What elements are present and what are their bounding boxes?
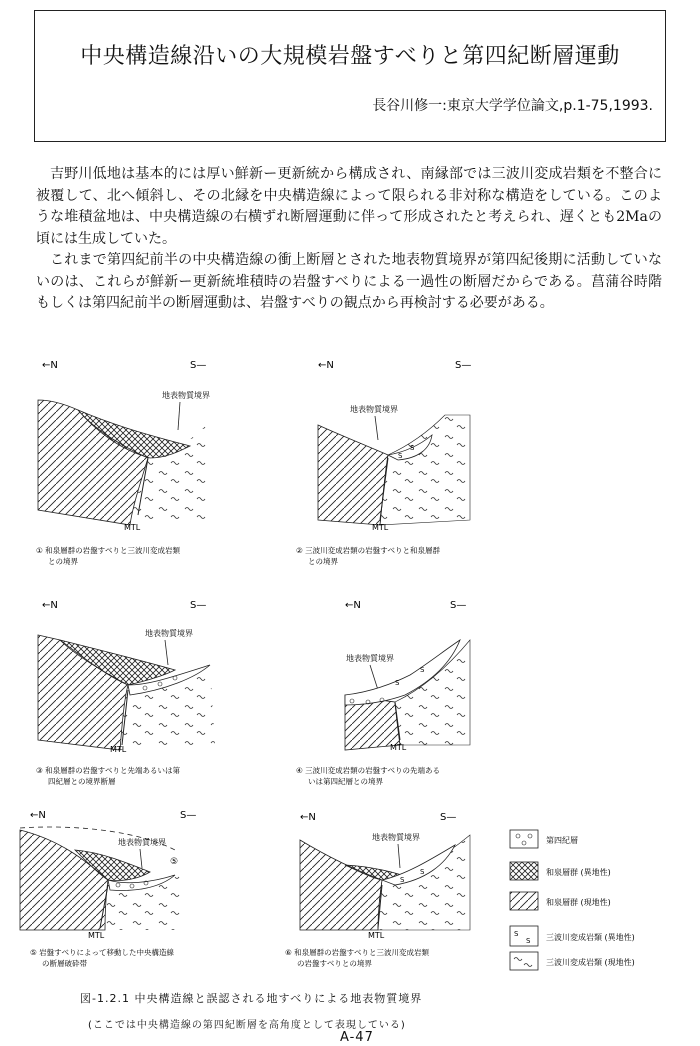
paragraph-2: これまで第四紀前半の中央構造線の衝上断層とされた地表物質境界が第四紀後期に活動していないのは、これらが鮮新ー更新統堆積時の岩盤すべりによる一過性の断層だからである。菖蒲谷時階もしくは第四紀前半の断層運動は、岩盤すべりの観点から再検討する必要がある。 <box>36 252 662 311</box>
south-arrow: S— <box>440 812 457 823</box>
paper-title: 中央構造線沿いの大規模岩盤すべりと第四紀断層運動 <box>80 44 620 69</box>
boundary-label: 地表物質境界 <box>350 405 398 414</box>
legend <box>510 830 635 970</box>
panel-6 <box>285 812 470 968</box>
boundary-label: 地表物質境界 <box>372 833 420 842</box>
north-arrow: ←N <box>345 600 361 611</box>
s-mark: S <box>398 452 403 460</box>
south-arrow: S— <box>190 600 207 611</box>
panel-4-caption-1: ④ 三波川変成岩類の岩盤すべりの先端ある <box>296 766 440 775</box>
s-mark: S <box>395 679 400 687</box>
panel-6-caption-2: の岩盤すべりとの境界 <box>297 959 372 968</box>
figure-note: (ここでは中央構造線の第四紀断層を高角度として表現している) <box>88 1020 406 1031</box>
legend-swatch <box>510 862 538 880</box>
legend-swatch <box>510 952 538 970</box>
izumi-insitu-body <box>20 830 108 930</box>
izumi-insitu-body <box>318 425 388 525</box>
mtl-label: MTL <box>110 745 127 754</box>
mtl-label: MTL <box>124 523 141 532</box>
legend-item-sanbagawa-slide <box>510 926 635 946</box>
south-arrow: S— <box>455 360 472 371</box>
south-arrow: S— <box>450 600 467 611</box>
s-mark: S <box>410 444 415 452</box>
boundary-label: 地表物質境界 <box>162 391 210 400</box>
boundary-arrow <box>398 844 400 868</box>
mtl-label: MTL <box>372 523 389 532</box>
legend-item-izumi-slide <box>510 862 611 880</box>
mtl-label: MTL <box>390 743 407 752</box>
panel-5-marker: ⑤ <box>170 857 179 867</box>
s-mark: S <box>420 666 425 674</box>
legend-item-sanbagawa-insitu <box>510 952 635 970</box>
south-arrow: S— <box>180 810 197 821</box>
boundary-arrow <box>165 640 168 665</box>
panel-2 <box>296 360 471 566</box>
panel-3-caption-2: 四紀層との境界断層 <box>48 777 116 786</box>
south-arrow: S— <box>190 360 207 371</box>
panel-1-caption-2: との境界 <box>48 557 78 566</box>
north-arrow: ←N <box>42 360 58 371</box>
s-mark: S <box>514 930 519 938</box>
north-arrow: ←N <box>42 600 58 611</box>
north-arrow: ←N <box>300 812 316 823</box>
s-mark: S <box>526 937 531 945</box>
panel-1-caption-1: ① 和泉層群の岩盤すべりと三波川変成岩類 <box>36 546 180 555</box>
north-arrow: ←N <box>30 810 46 821</box>
panel-1 <box>36 360 210 566</box>
boundary-label: 地表物質境界 <box>145 629 193 638</box>
legend-label: 和泉層群 (現地性) <box>546 898 611 907</box>
figure-caption: 図-1.2.1 中央構造線と誤認される地すべりによる地表物質境界 <box>80 992 423 1005</box>
panel-4-caption-2: いは第四紀層との境界 <box>308 777 383 786</box>
north-arrow: ←N <box>318 360 334 371</box>
boundary-arrow <box>370 665 378 690</box>
legend-item-quaternary <box>510 830 578 848</box>
s-mark: S <box>400 876 405 884</box>
legend-label: 三波川変成岩類 (現地性) <box>546 958 635 967</box>
boundary-arrow <box>140 849 142 868</box>
panel-4 <box>296 600 470 786</box>
mtl-label: MTL <box>88 931 105 940</box>
panel-2-caption-1: ② 三波川変成岩類の岩盤すべりと和泉層群 <box>296 546 440 555</box>
figure-diagram <box>0 340 700 990</box>
panel-3-caption-1: ③ 和泉層群の岩盤すべりと先端あるいは第 <box>36 766 180 775</box>
panel-6-caption-1: ⑥ 和泉層群の岩盤すべりと三波川変成岩類 <box>285 948 429 957</box>
izumi-insitu-body <box>300 840 382 930</box>
boundary-arrow <box>178 402 180 430</box>
mtl-label: MTL <box>368 931 385 940</box>
legend-label: 第四紀層 <box>546 836 578 845</box>
boundary-label: 地表物質境界 <box>346 654 394 663</box>
panel-5 <box>20 810 196 968</box>
abstract-body <box>36 164 662 315</box>
legend-item-izumi-insitu <box>510 892 611 910</box>
s-mark: S <box>420 868 425 876</box>
citation: 長谷川修一:東京大学学位論文,p.1-75,1993. <box>372 98 653 114</box>
panel-5-caption-1: ⑤ 岩盤すべりによって移動した中央構造線 <box>30 948 174 957</box>
panel-2-caption-2: との境界 <box>308 557 338 566</box>
page-number: A-47 <box>340 1030 374 1045</box>
boundary-arrow <box>375 416 378 440</box>
title-box <box>34 10 666 142</box>
panel-5-caption-2: の断層破砕帯 <box>42 959 87 968</box>
sanbagawa-insitu-body <box>380 415 470 525</box>
panel-3 <box>36 600 215 786</box>
paragraph-1: 吉野川低地は基本的には厚い鮮新ー更新統から構成され、南縁部では三波川変成岩類を不整合に被覆して、北へ傾斜し、その北縁を中央構造線によって限られる非対称な構造をしている。このような堆積盆地は、中央構造線の右横ずれ断層運動に伴って形成されたと考えられ、遅くとも2Maの頃には生成していた。 <box>36 166 662 247</box>
legend-swatch <box>510 892 538 910</box>
legend-label: 和泉層群 (異地性) <box>546 868 611 877</box>
legend-label: 三波川変成岩類 (異地性) <box>546 933 635 942</box>
boundary-label: 地表物質境界 <box>118 838 166 847</box>
